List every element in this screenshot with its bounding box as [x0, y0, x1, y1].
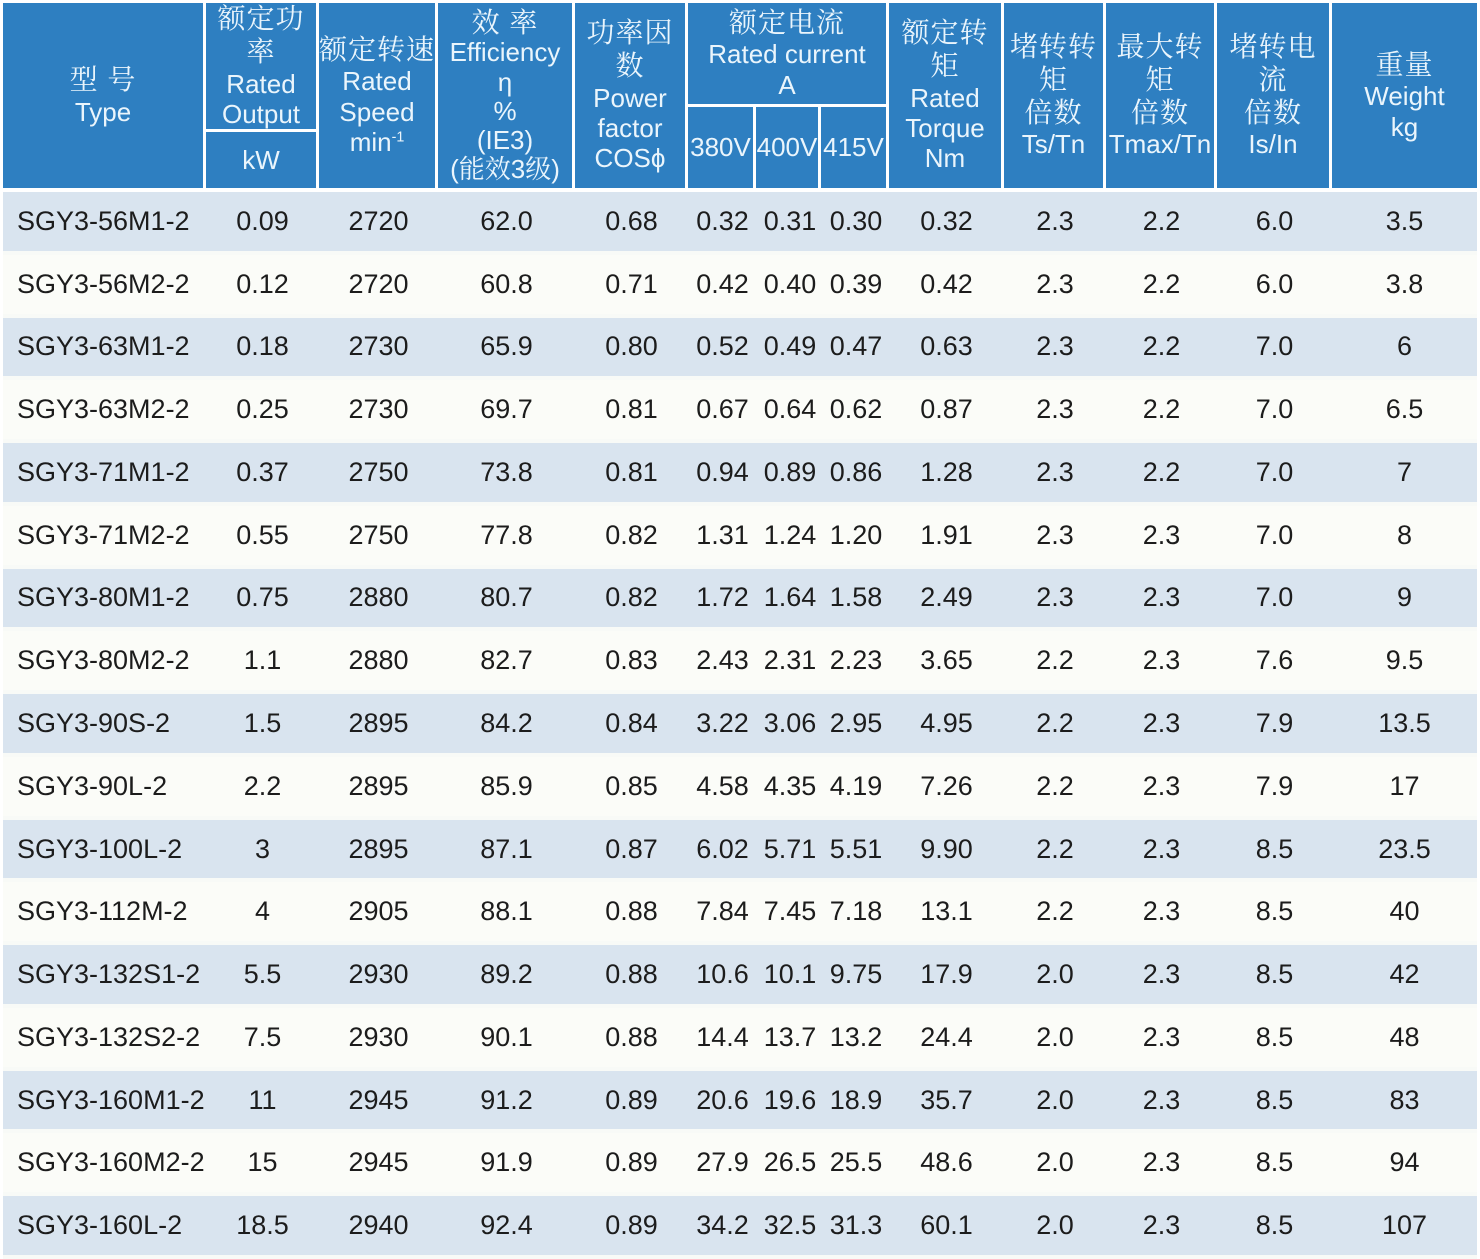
cell-weight: 13.5 — [1378, 708, 1431, 738]
cell-efficiency: 62.0 — [480, 205, 533, 236]
cell-rated-speed: 2880 — [348, 645, 409, 676]
table-row — [3, 631, 1477, 694]
table-row — [3, 757, 1477, 820]
cell-current-415v: 5.51 — [829, 833, 883, 864]
cell-current-415v: 1.20 — [829, 519, 883, 550]
cell-rated-speed: 2720 — [348, 268, 409, 299]
cell-power-factor: 0.71 — [605, 268, 658, 299]
cell-ts-tn: 2.3 — [1036, 331, 1074, 362]
cell-rated-output: 7.5 — [243, 1021, 282, 1052]
cell-rated-output: 0.18 — [236, 331, 289, 362]
cell-current-400v: 4.35 — [763, 770, 817, 801]
cell-tmax-tn: 2.3 — [1142, 645, 1181, 676]
cell-type: SGY3-132S2-2 — [17, 1021, 201, 1052]
header-weight: 重量 Weight kg — [1332, 3, 1477, 188]
cell-power-factor: 0.88 — [605, 1021, 658, 1052]
header-rated-speed-unit: $\min^{-1}$ — [349, 127, 405, 158]
cell-ts-tn: 2.3 — [1036, 582, 1074, 613]
cell-current-415v: 9.75 — [829, 959, 883, 990]
cell-weight: 6 — [1396, 331, 1413, 362]
table-header — [3, 3, 1477, 188]
cell-rated-torque: 17.9 — [920, 959, 973, 990]
cell-rated-speed: 2730 — [348, 394, 409, 425]
table-row — [3, 443, 1477, 506]
cell-rated-torque: 9.90 — [920, 833, 973, 864]
cell-current-380v: 27.9 — [696, 1147, 749, 1178]
cell-current-400v: 7.45 — [763, 896, 817, 927]
cell-rated-torque: 1.91 — [920, 519, 973, 550]
cell-power-factor: 0.88 — [605, 959, 658, 990]
cell-current-415v: 2.23 — [829, 645, 883, 676]
cell-rated-speed: 2930 — [348, 1021, 409, 1052]
cell-current-415v: 7.18 — [829, 896, 883, 927]
header-ts-tn: 堵转转矩 倍数 Ts/Tn — [1004, 3, 1106, 188]
cell-rated-output: 3 — [254, 833, 271, 864]
cell-weight: 9 — [1396, 582, 1413, 613]
cell-efficiency: 77.8 — [480, 519, 533, 550]
table-row — [3, 255, 1477, 318]
cell-efficiency: 91.2 — [480, 1084, 533, 1115]
cell-rated-output: 0.55 — [236, 519, 289, 550]
cell-power-factor: 0.89 — [605, 1210, 658, 1241]
header-voltage-380: 380V — [688, 107, 756, 188]
cell-type: SGY3-160L-2 — [17, 1210, 183, 1241]
cell-ts-tn: 2.0 — [1036, 1084, 1074, 1115]
cell-current-415v: 0.47 — [829, 331, 883, 362]
cell-ts-tn: 2.0 — [1036, 1021, 1074, 1052]
header-rated-current-label: 额定电流 Rated current A — [688, 3, 886, 107]
header-voltage-415: 415V — [823, 132, 884, 163]
table-row — [3, 192, 1477, 255]
cell-current-400v: 19.6 — [763, 1084, 817, 1115]
cell-type: SGY3-90S-2 — [17, 708, 171, 738]
cell-current-400v: 10.1 — [763, 959, 817, 990]
cell-rated-output: 4 — [254, 896, 271, 927]
cell-rated-torque: 3.65 — [920, 645, 973, 676]
table-row — [3, 882, 1477, 945]
cell-rated-output: 0.09 — [236, 205, 289, 236]
cell-tmax-tn: 2.2 — [1142, 268, 1181, 299]
cell-current-415v: 18.9 — [829, 1084, 883, 1115]
cell-current-400v: 0.64 — [763, 394, 817, 425]
cell-is-in: 8.5 — [1255, 1021, 1294, 1052]
cell-tmax-tn: 2.3 — [1142, 708, 1181, 738]
cell-ts-tn: 2.2 — [1036, 645, 1074, 676]
cell-tmax-tn: 2.3 — [1142, 1084, 1181, 1115]
cell-current-415v: 4.19 — [829, 770, 883, 801]
cell-weight: 40 — [1389, 896, 1420, 927]
cell-is-in: 7.6 — [1255, 645, 1294, 676]
cell-current-380v: 4.58 — [696, 770, 749, 801]
cell-current-400v: 13.7 — [763, 1021, 817, 1052]
cell-tmax-tn: 2.3 — [1142, 519, 1181, 550]
cell-weight: 17 — [1389, 770, 1420, 801]
cell-is-in: 8.5 — [1255, 833, 1294, 864]
table-row — [3, 694, 1477, 757]
header-power-factor: 功率因数 Power factor COSϕ — [575, 3, 688, 188]
cell-ts-tn: 2.3 — [1036, 268, 1074, 299]
cell-tmax-tn: 2.2 — [1142, 205, 1181, 236]
cell-current-400v: 1.24 — [763, 519, 817, 550]
cell-is-in: 7.0 — [1255, 394, 1294, 425]
header-rated-output-unit: kW — [242, 144, 280, 175]
cell-current-380v: 1.72 — [696, 582, 749, 613]
cell-rated-speed: 2930 — [348, 959, 409, 990]
cell-rated-speed: 2945 — [348, 1147, 409, 1178]
cell-ts-tn: 2.2 — [1036, 708, 1074, 738]
cell-current-415v: 31.3 — [829, 1210, 883, 1241]
cell-weight: 3.8 — [1385, 268, 1424, 299]
cell-efficiency: 73.8 — [480, 456, 533, 487]
cell-power-factor: 0.84 — [605, 708, 658, 738]
cell-ts-tn: 2.3 — [1036, 519, 1074, 550]
cell-rated-torque: 0.87 — [920, 394, 973, 425]
cell-rated-output: 18.5 — [236, 1210, 289, 1241]
cell-is-in: 8.5 — [1255, 1210, 1294, 1241]
cell-power-factor: 0.89 — [605, 1147, 658, 1178]
cell-power-factor: 0.83 — [605, 645, 658, 676]
cell-ts-tn: 2.3 — [1036, 456, 1074, 487]
cell-is-in: 8.5 — [1255, 959, 1294, 990]
cell-power-factor: 0.82 — [605, 519, 658, 550]
cell-current-380v: 0.52 — [696, 331, 749, 362]
table-row — [3, 1071, 1477, 1134]
cell-tmax-tn: 2.3 — [1142, 896, 1181, 927]
cell-rated-output: 1.1 — [243, 645, 282, 676]
cell-type: SGY3-100L-2 — [17, 833, 183, 864]
cell-weight: 6.5 — [1385, 394, 1424, 425]
cell-current-400v: 0.49 — [763, 331, 817, 362]
cell-current-400v: 3.06 — [763, 708, 817, 738]
cell-ts-tn: 2.0 — [1036, 1210, 1074, 1241]
cell-current-380v: 10.6 — [696, 959, 749, 990]
cell-current-415v: 2.95 — [829, 708, 883, 738]
cell-ts-tn: 2.0 — [1036, 959, 1074, 990]
cell-rated-output: 1.5 — [243, 708, 282, 738]
cell-power-factor: 0.68 — [605, 205, 658, 236]
table-row — [3, 1133, 1477, 1196]
cell-type: SGY3-112M-2 — [17, 896, 188, 927]
cell-type: SGY3-90L-2 — [17, 770, 168, 801]
cell-is-in: 7.0 — [1255, 456, 1294, 487]
cell-rated-torque: 1.28 — [920, 456, 973, 487]
cell-current-400v: 5.71 — [763, 833, 817, 864]
cell-type: SGY3-132S1-2 — [17, 959, 201, 990]
cell-weight: 83 — [1389, 1084, 1420, 1115]
cell-power-factor: 0.87 — [605, 833, 658, 864]
header-rated-output — [206, 3, 319, 188]
table-row — [3, 380, 1477, 443]
cell-weight: 107 — [1381, 1210, 1428, 1241]
cell-rated-output: 2.2 — [243, 770, 282, 801]
cell-efficiency: 82.7 — [480, 645, 533, 676]
cell-current-380v: 1.31 — [696, 519, 749, 550]
cell-ts-tn: 2.3 — [1036, 394, 1074, 425]
table-row — [3, 506, 1477, 569]
cell-is-in: 7.0 — [1255, 519, 1294, 550]
cell-is-in: 8.5 — [1255, 896, 1294, 927]
header-efficiency: 效 率 Efficiency η % (IE3) (能效3级) — [438, 3, 575, 188]
cell-current-380v: 0.42 — [696, 268, 749, 299]
header-rated-speed: 额定转速 Rated Speed $\min^{-1}$ — [319, 3, 438, 188]
header-rated-current — [688, 3, 889, 188]
cell-rated-speed: 2895 — [348, 708, 409, 738]
cell-rated-torque: 35.7 — [920, 1084, 973, 1115]
cell-tmax-tn: 2.3 — [1142, 1147, 1181, 1178]
cell-type: SGY3-160M1-2 — [17, 1084, 205, 1115]
cell-weight: 9.5 — [1385, 645, 1424, 676]
cell-power-factor: 0.89 — [605, 1084, 658, 1115]
cell-weight: 48 — [1389, 1021, 1420, 1052]
cell-type: SGY3-71M1-2 — [17, 456, 190, 487]
cell-power-factor: 0.88 — [605, 896, 658, 927]
cell-efficiency: 80.7 — [480, 582, 533, 613]
cell-tmax-tn: 2.3 — [1142, 1210, 1181, 1241]
cell-is-in: 6.0 — [1255, 205, 1294, 236]
cell-type: SGY3-71M2-2 — [17, 519, 190, 550]
cell-rated-speed: 2720 — [348, 205, 409, 236]
table-row — [3, 945, 1477, 1008]
cell-current-400v: 0.40 — [763, 268, 817, 299]
cell-rated-speed: 2895 — [348, 770, 409, 801]
cell-ts-tn: 2.2 — [1036, 770, 1074, 801]
cell-type: SGY3-56M2-2 — [17, 268, 190, 299]
cell-ts-tn: 2.0 — [1036, 1147, 1074, 1178]
table-row — [3, 318, 1477, 381]
header-rated-output-label: 额定功率 Rated Output — [206, 3, 316, 132]
header-type-en: Type — [74, 96, 132, 127]
table-row — [3, 1008, 1477, 1071]
cell-is-in: 8.5 — [1255, 1147, 1294, 1178]
cell-tmax-tn: 2.2 — [1142, 331, 1181, 362]
cell-weight: 23.5 — [1378, 833, 1431, 864]
cell-current-380v: 0.94 — [696, 456, 749, 487]
cell-efficiency: 92.4 — [480, 1210, 533, 1241]
cell-rated-speed: 2730 — [348, 331, 409, 362]
cell-power-factor: 0.82 — [605, 582, 658, 613]
cell-rated-torque: 60.1 — [920, 1210, 973, 1241]
cell-rated-torque: 0.63 — [920, 331, 973, 362]
cell-type: SGY3-63M2-2 — [17, 394, 190, 425]
cell-ts-tn: 2.2 — [1036, 896, 1074, 927]
cell-is-in: 7.9 — [1255, 708, 1294, 738]
cell-rated-torque: 48.6 — [920, 1147, 973, 1178]
cell-rated-torque: 0.32 — [920, 205, 973, 236]
cell-type: SGY3-160M2-2 — [17, 1147, 205, 1178]
cell-current-400v: 2.31 — [763, 645, 817, 676]
cell-rated-speed: 2880 — [348, 582, 409, 613]
cell-efficiency: 85.9 — [480, 770, 533, 801]
cell-current-380v: 20.6 — [696, 1084, 749, 1115]
cell-current-380v: 7.84 — [696, 896, 749, 927]
table-body — [3, 188, 1477, 1259]
cell-rated-torque: 24.4 — [920, 1021, 973, 1052]
cell-tmax-tn: 2.3 — [1142, 770, 1181, 801]
cell-rated-speed: 2905 — [348, 896, 409, 927]
cell-tmax-tn: 2.3 — [1142, 582, 1181, 613]
cell-tmax-tn: 2.2 — [1142, 394, 1181, 425]
cell-weight: 94 — [1389, 1147, 1420, 1178]
cell-rated-output: 0.37 — [236, 456, 289, 487]
cell-current-415v: 13.2 — [829, 1021, 883, 1052]
cell-tmax-tn: 2.2 — [1142, 456, 1181, 487]
cell-efficiency: 88.1 — [480, 896, 533, 927]
cell-rated-speed: 2750 — [348, 456, 409, 487]
cell-rated-output: 11 — [248, 1084, 277, 1115]
cell-efficiency: 91.9 — [480, 1147, 533, 1178]
cell-current-380v: 0.67 — [696, 394, 749, 425]
cell-rated-output: 0.75 — [236, 582, 289, 613]
cell-efficiency: 84.2 — [480, 708, 533, 738]
cell-is-in: 7.0 — [1255, 331, 1294, 362]
header-tmax-tn: 最大转矩 倍数 Tmax/Tn — [1106, 3, 1217, 188]
cell-is-in: 7.0 — [1255, 582, 1294, 613]
cell-tmax-tn: 2.3 — [1142, 1021, 1181, 1052]
cell-current-380v: 2.43 — [696, 645, 749, 676]
cell-efficiency: 69.7 — [480, 394, 533, 425]
cell-current-400v: 32.5 — [763, 1210, 817, 1241]
header-rated-torque: 额定转矩 Rated Torque Nm — [889, 3, 1004, 188]
header-voltage-row — [688, 107, 886, 188]
cell-weight: 3.5 — [1385, 205, 1424, 236]
cell-current-400v: 26.5 — [763, 1147, 817, 1178]
cell-efficiency: 60.8 — [480, 268, 533, 299]
cell-rated-torque: 2.49 — [920, 582, 973, 613]
header-voltage-400: 400V — [756, 107, 821, 188]
cell-current-380v: 34.2 — [696, 1210, 749, 1241]
cell-type: SGY3-80M2-2 — [17, 645, 190, 676]
cell-rated-output: 0.25 — [236, 394, 289, 425]
cell-rated-speed: 2750 — [348, 519, 409, 550]
cell-weight: 7 — [1396, 456, 1413, 487]
cell-current-415v: 0.30 — [829, 205, 883, 236]
cell-current-380v: 14.4 — [696, 1021, 749, 1052]
cell-rated-torque: 13.1 — [920, 896, 973, 927]
table-row — [3, 569, 1477, 632]
cell-is-in: 6.0 — [1255, 268, 1294, 299]
cell-rated-output: 5.5 — [243, 959, 282, 990]
cell-ts-tn: 2.3 — [1036, 205, 1074, 236]
cell-current-380v: 3.22 — [696, 708, 749, 738]
cell-power-factor: 0.85 — [605, 770, 658, 801]
cell-tmax-tn: 2.3 — [1142, 833, 1181, 864]
cell-is-in: 7.9 — [1255, 770, 1294, 801]
cell-current-380v: 0.32 — [696, 205, 749, 236]
cell-rated-torque: 7.26 — [920, 770, 973, 801]
cell-type: SGY3-63M1-2 — [17, 331, 190, 362]
cell-efficiency: 89.2 — [480, 959, 533, 990]
cell-efficiency: 65.9 — [480, 331, 533, 362]
cell-current-415v: 0.62 — [829, 394, 883, 425]
cell-current-415v: 0.86 — [829, 456, 883, 487]
cell-current-400v: 0.31 — [763, 205, 817, 236]
cell-weight: 8 — [1396, 519, 1413, 550]
cell-weight: 42 — [1389, 959, 1420, 990]
cell-is-in: 8.5 — [1255, 1084, 1294, 1115]
header-is-in: 堵转电流 倍数 Is/In — [1217, 3, 1332, 188]
cell-power-factor: 0.81 — [605, 394, 658, 425]
cell-power-factor: 0.80 — [605, 331, 658, 362]
cell-rated-speed: 2945 — [348, 1084, 409, 1115]
header-type-zh: 型 号 — [69, 63, 137, 95]
cell-type: SGY3-56M1-2 — [17, 205, 190, 236]
cell-current-415v: 25.5 — [829, 1147, 883, 1178]
cell-rated-torque: 0.42 — [920, 268, 973, 299]
cell-rated-output: 15 — [247, 1147, 278, 1178]
cell-rated-torque: 4.95 — [920, 708, 973, 738]
cell-rated-speed: 2940 — [348, 1210, 409, 1241]
table-row — [3, 820, 1477, 883]
cell-ts-tn: 2.2 — [1036, 833, 1074, 864]
cell-type: SGY3-80M1-2 — [17, 582, 190, 613]
cell-efficiency: 87.1 — [480, 833, 533, 864]
cell-current-415v: 0.39 — [829, 268, 883, 299]
table-row — [3, 1196, 1477, 1259]
cell-rated-output: 0.12 — [236, 268, 289, 299]
cell-efficiency: 90.1 — [480, 1021, 533, 1052]
cell-current-400v: 1.64 — [763, 582, 817, 613]
cell-current-400v: 0.89 — [763, 456, 817, 487]
header-type — [3, 3, 206, 188]
cell-power-factor: 0.81 — [605, 456, 658, 487]
cell-current-380v: 6.02 — [696, 833, 749, 864]
cell-rated-speed: 2895 — [348, 833, 409, 864]
cell-tmax-tn: 2.3 — [1142, 959, 1181, 990]
cell-current-415v: 1.58 — [829, 582, 883, 613]
